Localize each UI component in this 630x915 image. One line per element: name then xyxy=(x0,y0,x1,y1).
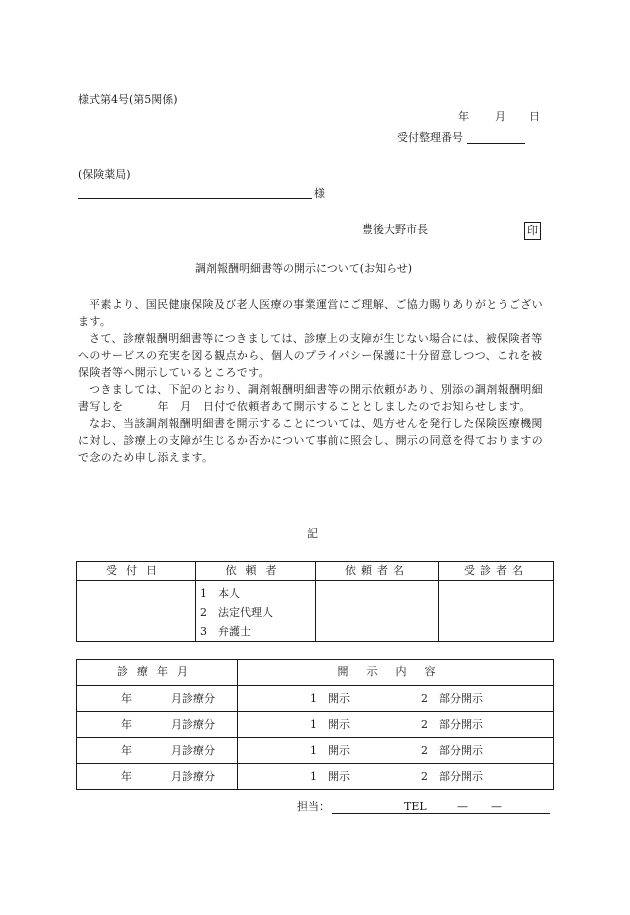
date-day-label: 日 xyxy=(529,110,540,123)
patient-name-cell[interactable] xyxy=(439,581,554,642)
header-disclosure-content: 開示内容 xyxy=(238,660,554,686)
row-year-label: 年 xyxy=(121,770,132,783)
disclosure-row xyxy=(77,738,554,764)
row-month-label: 月診療分 xyxy=(171,692,215,705)
disclosure-table xyxy=(76,659,554,790)
tel-dash-1: — xyxy=(457,800,468,813)
header-requester: 依頼者 xyxy=(196,562,316,581)
option-partial-disclose[interactable]: 2 部分開示 xyxy=(421,744,483,757)
disclosure-content-cell xyxy=(238,712,554,738)
body-paragraph-3: つきましては、下記のとおり、調剤報酬明細書等の開示依頼があり、別添の調剤報酬明細書写しを 年 月 日付で依頼者あて開示することとしましたのでお知らせします。 xyxy=(78,383,543,413)
option-disclose[interactable]: 1 開示 xyxy=(310,692,350,705)
requester-option-legal-agent[interactable]: 2 法定代理人 xyxy=(200,606,273,619)
row-year-label: 年 xyxy=(121,692,132,705)
row-year-label: 年 xyxy=(121,718,132,731)
body-paragraph-4: なお、当該調剤報酬明細書を開示することについては、処方せんを発行した保険医療機関に対し、診療上の支障が生じるか否かについて事前に照会し、開示の同意を得ておりますので念のため申し添えます。 xyxy=(78,417,544,464)
date-year-label: 年 xyxy=(458,110,469,123)
tel-label: TEL xyxy=(404,800,427,813)
disclosure-row xyxy=(77,712,554,738)
request-table xyxy=(76,561,554,642)
body-paragraph-2: さて、診療報酬明細書等につきましては、診療上の支障が生じない場合には、被保険者等へのサービスの充実を図る観点から、個人のプライバシー保護に十分留意しつつ、これを被保険者等へ開示しているところです。 xyxy=(78,332,543,379)
request-table-row xyxy=(77,581,554,642)
option-disclose[interactable]: 1 開示 xyxy=(310,770,350,783)
date-month-label: 月 xyxy=(495,110,506,123)
option-disclose[interactable]: 1 開示 xyxy=(310,744,350,757)
reception-date-cell[interactable] xyxy=(77,581,196,642)
addressee-label: (保険薬局) xyxy=(78,168,131,181)
body-text xyxy=(78,296,553,466)
form-number: 様式第4号(第5関係) xyxy=(78,93,178,106)
treatment-month-cell[interactable] xyxy=(77,764,238,790)
requester-option-self[interactable]: 1 本人 xyxy=(200,587,240,600)
disclosure-content-cell xyxy=(238,738,554,764)
requester-cell xyxy=(196,581,316,642)
disclosure-row xyxy=(77,764,554,790)
requester-option-lawyer[interactable]: 3 弁護士 xyxy=(200,625,251,638)
option-disclose[interactable]: 1 開示 xyxy=(310,718,350,731)
row-month-label: 月診療分 xyxy=(171,744,215,757)
header-treatment-month: 診療年月 xyxy=(77,660,238,686)
requester-name-cell[interactable] xyxy=(316,581,439,642)
ki-label: 記 xyxy=(307,527,318,540)
disclosure-row xyxy=(77,686,554,712)
disclosure-content-cell xyxy=(238,764,554,790)
treatment-month-cell[interactable] xyxy=(77,686,238,712)
request-table-header xyxy=(77,562,554,581)
disclosure-content-cell xyxy=(238,686,554,712)
row-month-label: 月診療分 xyxy=(171,770,215,783)
treatment-month-cell[interactable] xyxy=(77,738,238,764)
header-patient-name: 受診者名 xyxy=(439,562,554,581)
treatment-month-cell[interactable] xyxy=(77,712,238,738)
addressee-name-line xyxy=(78,198,312,199)
row-year-label: 年 xyxy=(121,744,132,757)
body-paragraph-1: 平素より、国民健康保険及び老人医療の事業運営にご理解、ご協力賜りありがとうございます。 xyxy=(78,298,543,328)
sender-name: 豊後大野市長 xyxy=(362,223,428,236)
option-partial-disclose[interactable]: 2 部分開示 xyxy=(421,718,483,731)
header-requester-name: 依頼者名 xyxy=(316,562,439,581)
document-title: 調剤報酬明細書等の開示について(お知らせ) xyxy=(195,262,413,275)
person-in-charge-label: 担当： xyxy=(297,800,330,813)
option-partial-disclose[interactable]: 2 部分開示 xyxy=(421,770,483,783)
row-month-label: 月診療分 xyxy=(171,718,215,731)
header-reception-date: 受付日 xyxy=(77,562,196,581)
addressee-honorific: 様 xyxy=(314,187,325,200)
tel-dash-2: — xyxy=(491,800,502,813)
reception-number-underline xyxy=(467,143,525,144)
option-partial-disclose[interactable]: 2 部分開示 xyxy=(421,692,483,705)
person-in-charge-line[interactable] xyxy=(332,813,550,814)
seal-mark: 印 xyxy=(524,222,541,240)
disclosure-table-header xyxy=(77,660,554,686)
reception-number-label: 受付整理番号 xyxy=(397,131,463,144)
